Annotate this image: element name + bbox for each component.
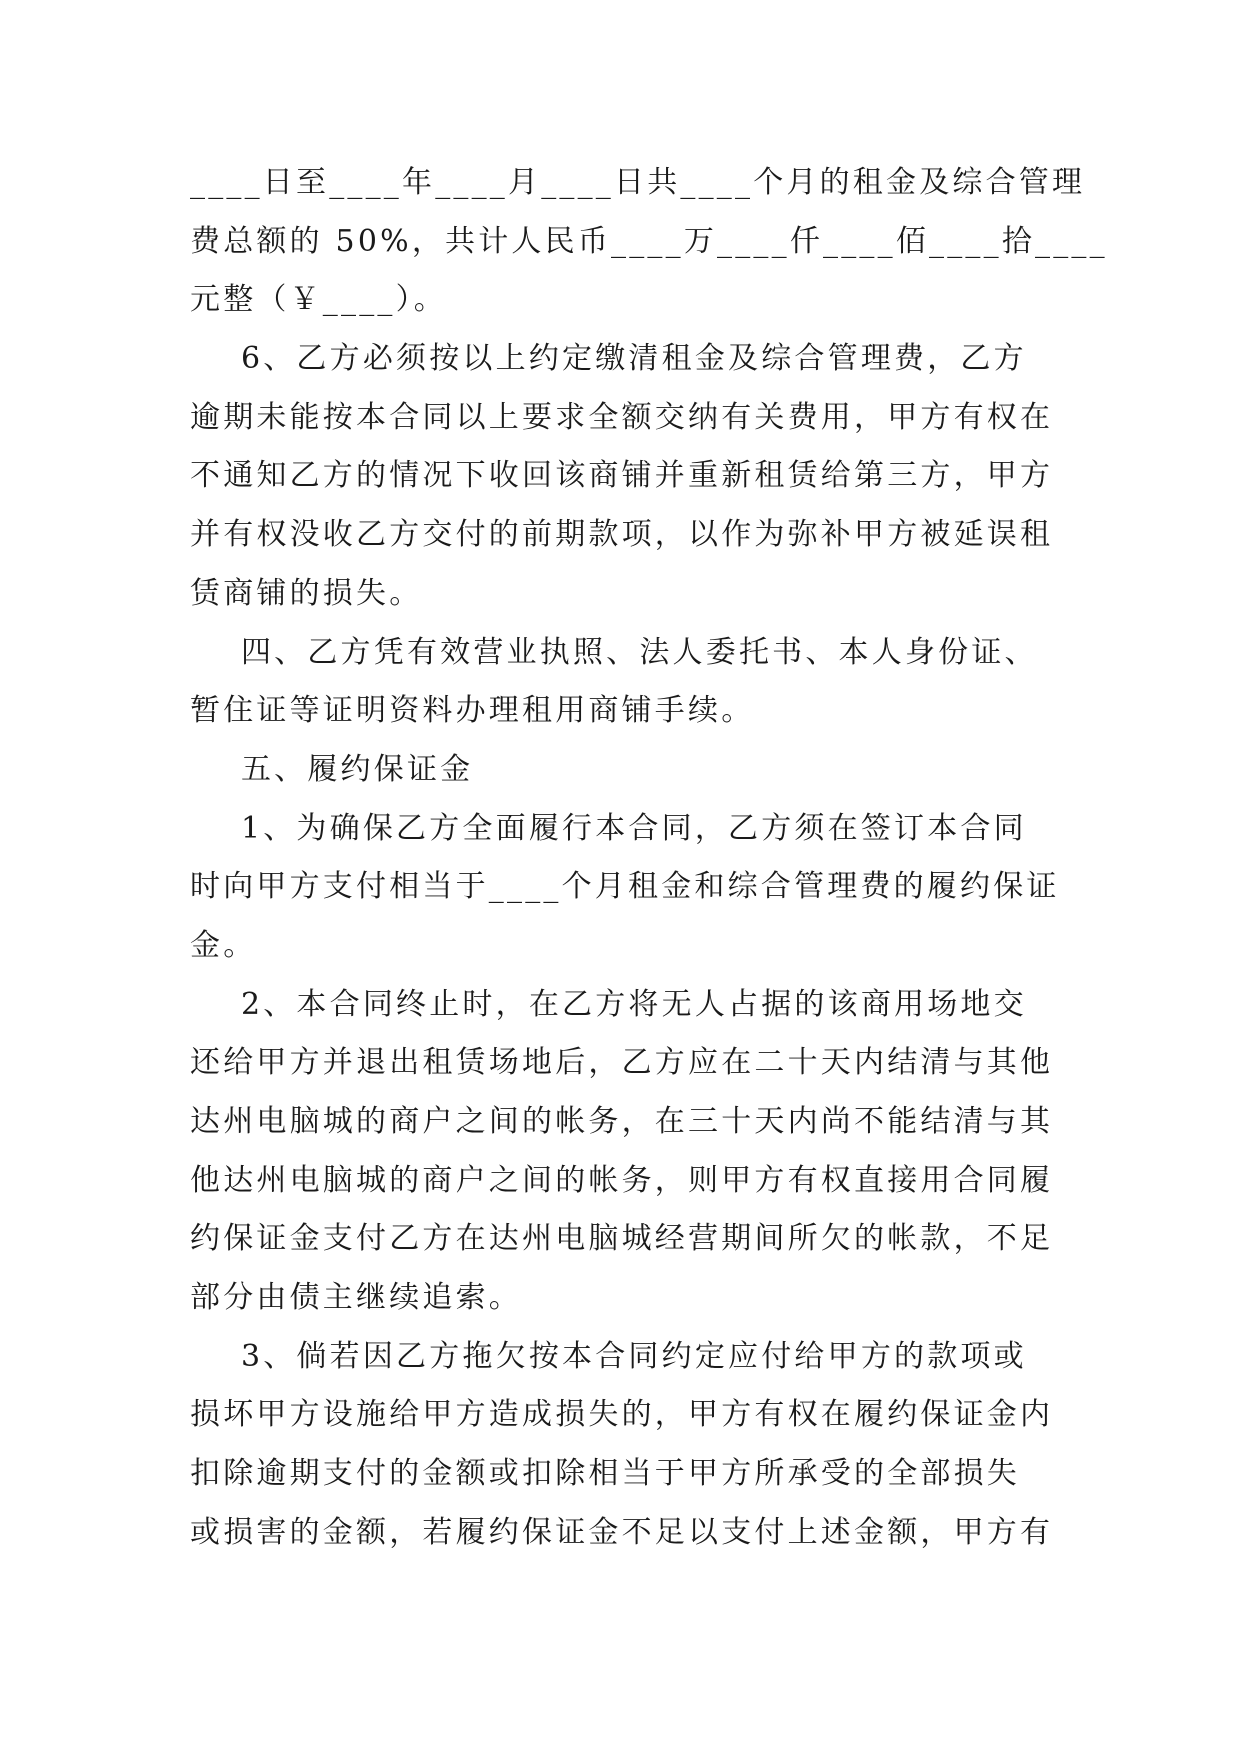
text-line: 四、乙方凭有效营业执照、法人委托书、本人身份证、 (190, 634, 1038, 670)
text-line: 达州电脑城的商户之间的帐务，在三十天内尚不能结清与其 (190, 1104, 1054, 1139)
text-line: ____日至____年____月____日共____个月的租金及综合管理 (190, 165, 1086, 200)
text-line: 损坏甲方设施给甲方造成损失的，甲方有权在履约保证金内 (190, 1397, 1054, 1433)
text-line: 3、倘若因乙方拖欠按本合同约定应付给甲方的款项或 (190, 1338, 1027, 1374)
text-line: 时向甲方支付相当于____个月租金和综合管理费的履约保证 (190, 869, 1060, 905)
section-heading: 五、履约保证金 (190, 751, 474, 787)
text-line: 不通知乙方的情况下收回该商铺并重新租赁给第三方，甲方 (190, 458, 1054, 494)
text-line: 金。 (190, 927, 257, 963)
text-line: 赁商铺的损失。 (190, 575, 423, 611)
text-line: 或损害的金额，若履约保证金不足以支付上述金额，甲方有 (190, 1514, 1054, 1550)
text-line: 部分由债主继续追索。 (190, 1280, 522, 1316)
text-line: 暂住证等证明资料办理租用商铺手续。 (190, 693, 755, 729)
text-line: 并有权没收乙方交付的前期款项，以作为弥补甲方被延误租 (190, 517, 1054, 553)
text-line: 6、乙方必须按以上约定缴清租金及综合管理费，乙方 (190, 341, 1027, 377)
text-line: 还给甲方并退出租赁场地后，乙方应在二十天内结清与其他 (190, 1045, 1054, 1081)
text-line: 2、本合同终止时，在乙方将无人占据的该商用场地交 (190, 986, 1027, 1022)
text-line: 1、为确保乙方全面履行本合同，乙方须在签订本合同 (190, 810, 1027, 846)
text-line: 费总额的 50%，共计人民币____万____仟____佰____拾____ (190, 223, 1108, 259)
text-line: 他达州电脑城的商户之间的帐务，则甲方有权直接用合同履 (190, 1162, 1054, 1198)
text-line: 扣除逾期支付的金额或扣除相当于甲方所承受的全部损失 (190, 1456, 1020, 1492)
text-line: 逾期未能按本合同以上要求全额交纳有关费用，甲方有权在 (190, 399, 1054, 435)
text-line: 元整（￥____）。 (190, 282, 447, 318)
text-line: 约保证金支付乙方在达州电脑城经营期间所欠的帐款，不足 (190, 1221, 1054, 1257)
contract-text (190, 154, 1230, 1563)
